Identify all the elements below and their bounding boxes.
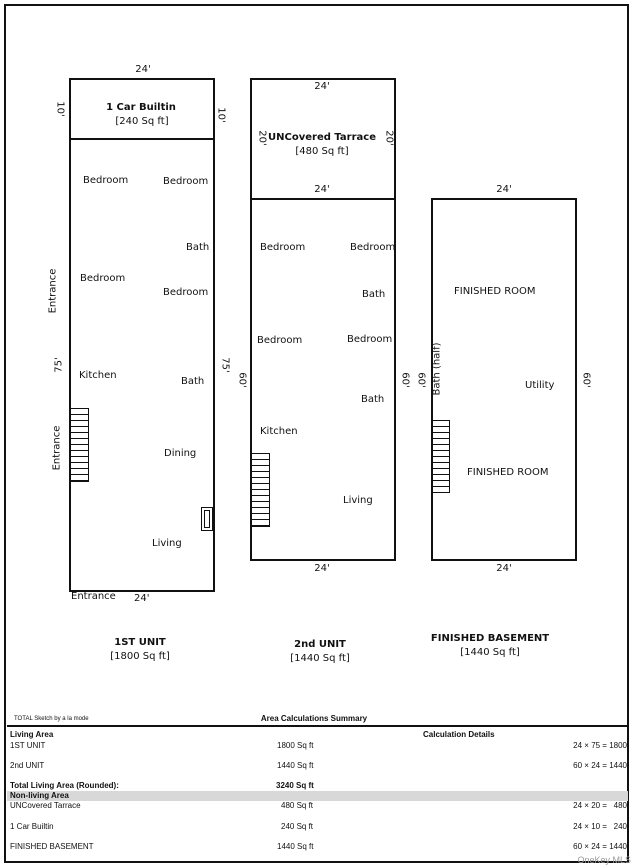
terrace-area-label: [480 Sq ft]: [295, 146, 349, 157]
non-living-header: Non-living Area: [10, 791, 69, 800]
living-row-name: 2nd UNIT: [10, 761, 45, 770]
basement-bath-half: Bath (half): [431, 342, 443, 396]
unit2-bath-1: Bath: [362, 289, 386, 300]
unit2-bedroom-mid-right: Bedroom: [347, 334, 393, 345]
living-row-area: 1440 Sq ft: [277, 761, 314, 770]
garage-dim-left: 10': [54, 101, 66, 117]
unit1-entrance-left-2: Entrance: [51, 425, 63, 471]
unit1-bedroom-mid-left: Bedroom: [80, 273, 126, 284]
unit1-bath-2: Bath: [181, 376, 205, 387]
non-living-row-calc: 24 × 20 = 480: [573, 801, 627, 810]
watermark: OneKey MLS: [577, 855, 631, 865]
living-row-calc: 24 × 75 = 1800: [573, 741, 627, 750]
unit1-caption-area: [1800 Sq ft]: [110, 651, 170, 662]
terrace-title: UNCovered Tarrace: [268, 132, 376, 143]
unit1-bedroom-mid-right: Bedroom: [163, 287, 209, 298]
non-living-row-area: 240 Sq ft: [281, 822, 314, 831]
total-living-value: 3240 Sq ft: [276, 781, 314, 790]
garage-dim-right: 10': [215, 107, 227, 123]
unit2-bedroom-mid-left: Bedroom: [257, 335, 303, 346]
summary-title: Area Calculations Summary: [260, 714, 368, 723]
living-row-name: 1ST UNIT: [10, 741, 46, 750]
unit2-living: Living: [343, 495, 373, 506]
unit2-stairs: [251, 453, 270, 527]
living-row-area: 1800 Sq ft: [277, 741, 314, 750]
basement-stairs: [432, 420, 450, 493]
unit1-stairs: [70, 408, 89, 482]
terrace-dim-top: 24': [314, 81, 330, 92]
total-living-label: Total Living Area (Rounded):: [10, 781, 119, 790]
unit1-caption: 1ST UNIT: [114, 637, 166, 648]
unit2-caption-area: [1440 Sq ft]: [290, 653, 350, 664]
unit2-dim-right: 60': [399, 372, 411, 388]
unit1-entrance-left-1: Entrance: [47, 268, 59, 314]
unit2-kitchen: Kitchen: [260, 426, 298, 437]
unit1-entrance-bottom: Entrance: [71, 591, 116, 602]
unit2-dim-left: 60': [236, 372, 248, 388]
unit1-dining: Dining: [164, 448, 197, 459]
unit1-bedroom-top-left: Bedroom: [83, 175, 129, 186]
unit2-dim-bottom: 24': [314, 563, 330, 574]
unit1-floorplan: [69, 138, 215, 592]
unit1-fireplace: [201, 507, 213, 531]
garage-title: 1 Car Builtin: [106, 102, 176, 113]
non-living-header-bar: [7, 791, 628, 801]
unit2-bath-2: Bath: [361, 394, 385, 405]
non-living-row-calc: 60 × 24 = 1440: [573, 842, 627, 851]
basement-dim-left: 60': [415, 372, 427, 388]
basement-finished-room-2: FINISHED ROOM: [467, 467, 549, 478]
garage-area: [240 Sq ft]: [115, 116, 169, 127]
basement-caption-area: [1440 Sq ft]: [460, 647, 520, 658]
non-living-row-area: 1440 Sq ft: [277, 842, 314, 851]
unit1-bedroom-top-right: Bedroom: [163, 176, 209, 187]
basement-floorplan: [431, 198, 577, 561]
terrace-dim-right: 20': [383, 130, 395, 146]
unit2-caption: 2nd UNIT: [294, 639, 346, 650]
summary-divider: [7, 725, 628, 727]
basement-dim-right: 60': [580, 372, 592, 388]
basement-caption: FINISHED BASEMENT: [430, 633, 550, 644]
unit2-bedroom-top-left: Bedroom: [260, 242, 306, 253]
unit1-dim-bottom: 24': [134, 593, 150, 604]
basement-utility: Utility: [525, 380, 555, 391]
terrace-dim-left: 20': [256, 130, 268, 146]
unit1-dim-left: 75': [53, 357, 65, 373]
unit1-dim-right: 75': [219, 357, 231, 373]
unit2-dim-top: 24': [314, 184, 330, 195]
unit2-bedroom-top-right: Bedroom: [350, 242, 396, 253]
living-row-calc: 60 × 24 = 1440: [573, 761, 627, 770]
non-living-row-name: 1 Car Builtin: [10, 822, 54, 831]
unit1-bath-1: Bath: [186, 242, 210, 253]
living-area-header: Living Area: [10, 730, 54, 739]
unit1-living: Living: [152, 538, 182, 549]
non-living-row-name: UNCovered Tarrace: [10, 801, 81, 810]
non-living-row-area: 480 Sq ft: [281, 801, 314, 810]
calc-details-header: Calculation Details: [423, 730, 495, 739]
basement-dim-bottom: 24': [496, 563, 512, 574]
basement-dim-top: 24': [496, 184, 512, 195]
unit1-kitchen: Kitchen: [79, 370, 117, 381]
garage-dim-top: 24': [135, 64, 151, 75]
non-living-row-calc: 24 × 10 = 240: [573, 822, 627, 831]
basement-finished-room-1: FINISHED ROOM: [454, 286, 536, 297]
non-living-row-name: FINISHED BASEMENT: [10, 842, 94, 851]
sketch-credit: TOTAL Sketch by a la mode: [14, 716, 89, 722]
